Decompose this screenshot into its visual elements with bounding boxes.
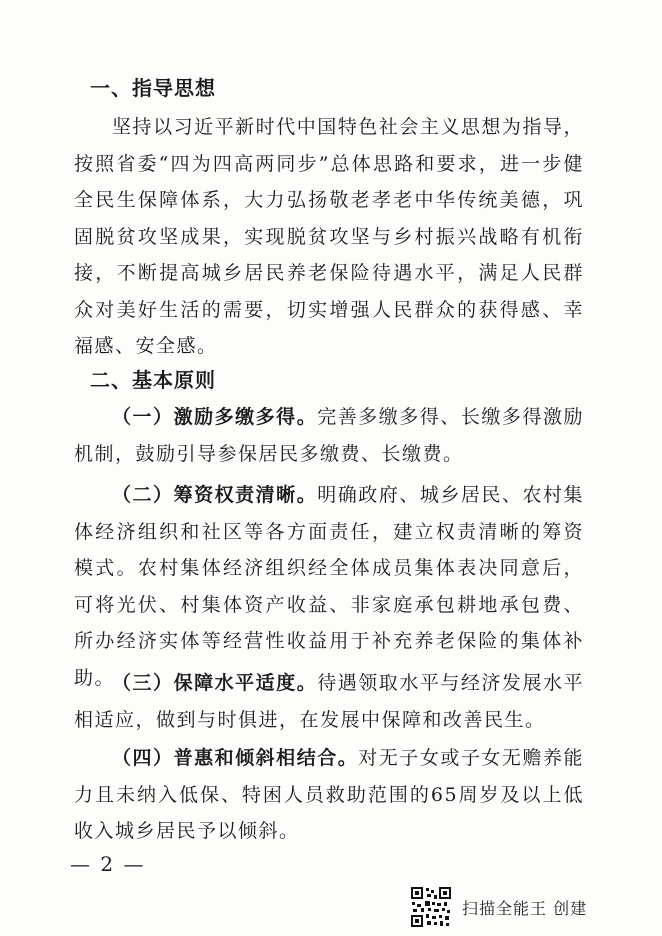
- principle-4-text: 对无子女或子女无赡养能力且未纳入低保、特困人员救助范围的65周岁及以上低收入城乡居民予以倾斜。: [74, 747, 584, 842]
- guiding-ideology-text: 坚持以习近平新时代中国特色社会主义思想为指导，按照省委“四为四高两同步”总体思路和要求，进一步健全民生保障体系，大力弘扬敬老孝老中华传统美德，巩固脱贫攻坚成果，实现脱贫攻坚与乡村振兴战略有机衔接，不断提高城乡居民养老保险待遇水平，满足人民群众对美好生活的需要，切实增强人民群众的获得感、幸福感、安全感。: [74, 116, 584, 357]
- principle-1-text: 完善多缴多得、长缴多得激励机制，鼓励引导参保居民多缴费、长缴费。: [74, 406, 584, 465]
- principle-4-lead: （四）普惠和倾斜相结合。: [112, 747, 359, 769]
- principle-1-lead: （一）激励多缴多得。: [112, 406, 318, 428]
- guiding-ideology-paragraph: [74, 109, 584, 365]
- principle-3-text: 待遇领取水平与经济发展水平相适应，做到与时俱进，在发展中保障和改善民生。: [74, 672, 584, 731]
- section-heading-basic-principles: 二、基本原则: [90, 368, 216, 392]
- section-heading-guiding-ideology: 一、指导思想: [90, 76, 216, 100]
- page-number: — 2 —: [70, 852, 146, 876]
- qr-code-icon: [410, 886, 452, 928]
- principle-4-paragraph: [74, 740, 584, 850]
- principle-2-paragraph: [74, 477, 584, 696]
- principle-3-paragraph: [74, 665, 584, 738]
- principle-1-paragraph: [74, 399, 584, 472]
- watermark-text: 扫描全能王 创建: [462, 898, 588, 918]
- scanner-watermark: [410, 884, 587, 930]
- principle-2-lead: （二）筹资权责清晰。: [112, 484, 318, 506]
- principle-2-text: 明确政府、城乡居民、农村集体经济组织和社区等各方面责任，建立权责清晰的筹资模式。农村集体经济组织经全体成员集体表决同意后，可将光伏、村集体资产收益、非家庭承包耕地承包费、所办经济实体等经营性收益用于补充养老保险的集体补助。: [74, 484, 584, 689]
- principle-3-lead: （三）保障水平适度。: [112, 672, 318, 694]
